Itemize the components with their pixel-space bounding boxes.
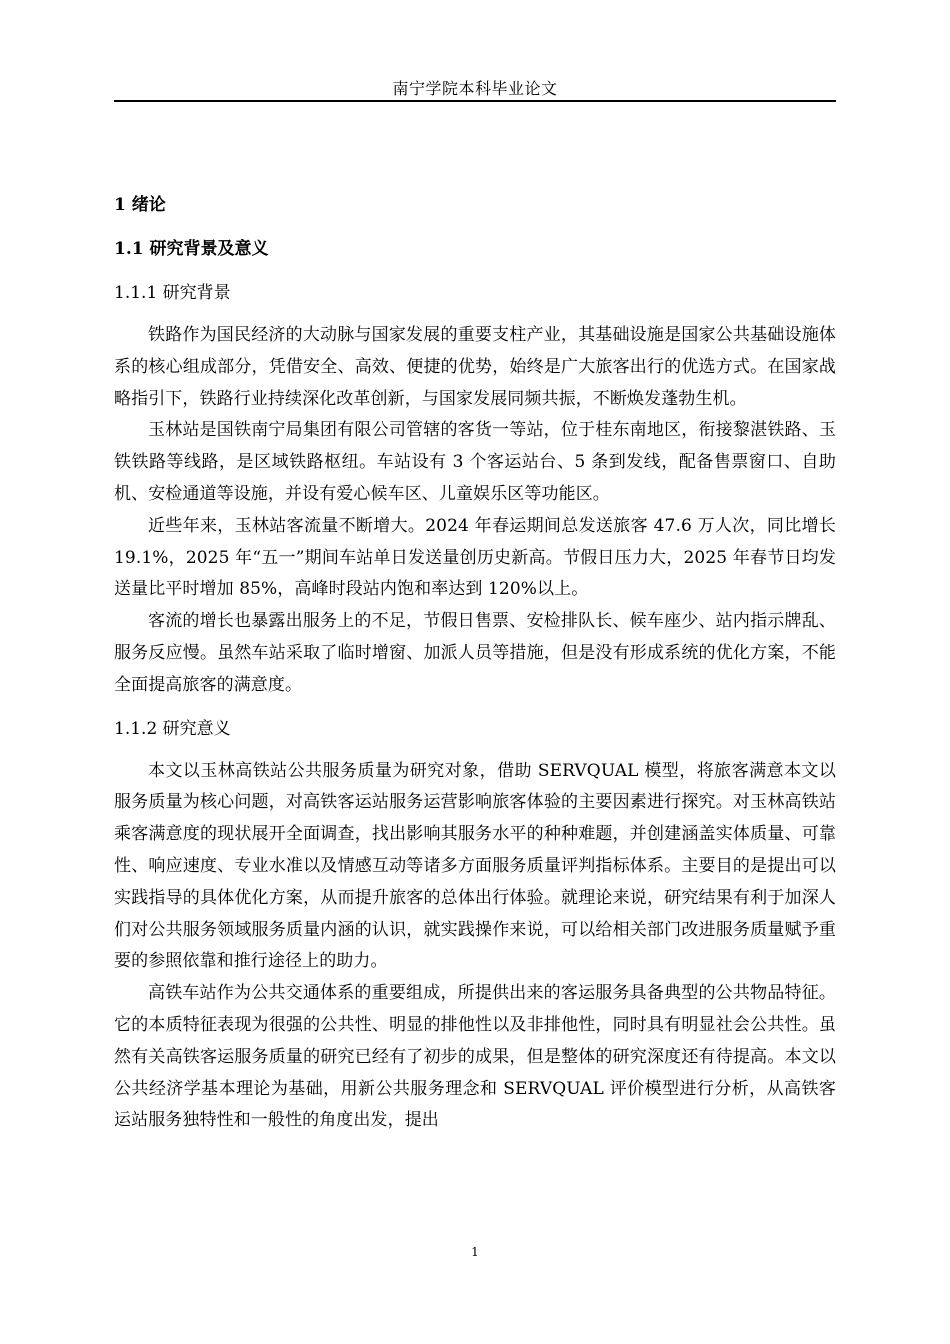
subsection-heading-significance: 1.1.2 研究意义 <box>114 718 231 739</box>
page-body <box>114 190 836 1137</box>
section-heading: 1.1 研究背景及意义 <box>114 239 269 259</box>
chapter-heading: 1 绪论 <box>114 195 166 215</box>
paragraph-3: 近些年来，玉林站客流量不断增大。2024 年春运期间总发送旅客 47.6 万人次，同比增长 19.1%，2025 年“五一”期间车站单日发送量创历史新高。节假日压力大，2025 年春节日均发送量比平时增加 85%，高峰时段站内饱和率达到 120%以上。 <box>114 515 836 600</box>
header-rule <box>114 100 836 102</box>
paragraph-4: 客流的增长也暴露出服务上的不足，节假日售票、安检排队长、候车座少、站内指示牌乱、服务反应慢。虽然车站采取了临时增窗、加派人员等措施，但是没有形成系统的优化方案，不能全面提高旅客的满意度。 <box>114 611 836 695</box>
page-number: 1 <box>471 1245 479 1259</box>
subsection-heading-background: 1.1.1 研究背景 <box>114 283 231 303</box>
paragraph-1: 铁路作为国民经济的大动脉与国家发展的重要支柱产业，其基础设施是国家公共基础设施体系的核心组成部分，凭借安全、高效、便捷的优势，始终是广大旅客出行的优选方式。在国家战略指引下，铁路行业持续深化改革创新，与国家发展同频共振，不断焕发蓬勃生机。 <box>114 325 836 409</box>
paragraph-6: 高铁车站作为公共交通体系的重要组成，所提供出来的客运服务具备典型的公共物品特征。它的本质特征表现为很强的公共性、明显的排他性以及非排他性，同时具有明显社会公共性。虽然有关高铁客运服务质量的研究已经有了初步的成果，但是整体的研究深度还有待提高。本文以公共经济学基本理论为基础，用新公共服务理念和 SERVQUAL 评价模型进行分析，从高铁客运站服务独特性和一般性的角度出发，提出 <box>114 983 836 1131</box>
paragraph-5: 本文以玉林高铁站公共服务质量为研究对象，借助 SERVQUAL 模型，将旅客满意本文以服务质量为核心问题，对高铁客运站服务运营影响旅客体验的主要因素进行探究。对玉林高铁站乘客满意度的现状展开全面调查，找出影响其服务水平的种种难题，并创建涵盖实体质量、可靠性、响应速度、专业水准以及情感互动等诸多方面服务质量评判指标体系。主要目的是提出可以实践指导的具体优化方案，从而提升旅客的总体出行体验。就理论来说，研究结果有利于加深人们对公共服务领域服务质量内涵的认识，就实践操作来说，可以给相关部门改进服务质量赋予重要的参照依靠和推行途径上的助力。 <box>114 760 836 972</box>
running-header: 南宁学院本科毕业论文 <box>392 79 558 98</box>
paragraph-2: 玉林站是国铁南宁局集团有限公司管辖的客货一等站，位于桂东南地区，衔接黎湛铁路、玉铁铁路等线路，是区域铁路枢纽。车站设有 3 个客运站台、5 条到发线，配备售票窗口、自助机、安检通道等设施，并设有爱心候车区、儿童娱乐区等功能区。 <box>114 420 836 504</box>
